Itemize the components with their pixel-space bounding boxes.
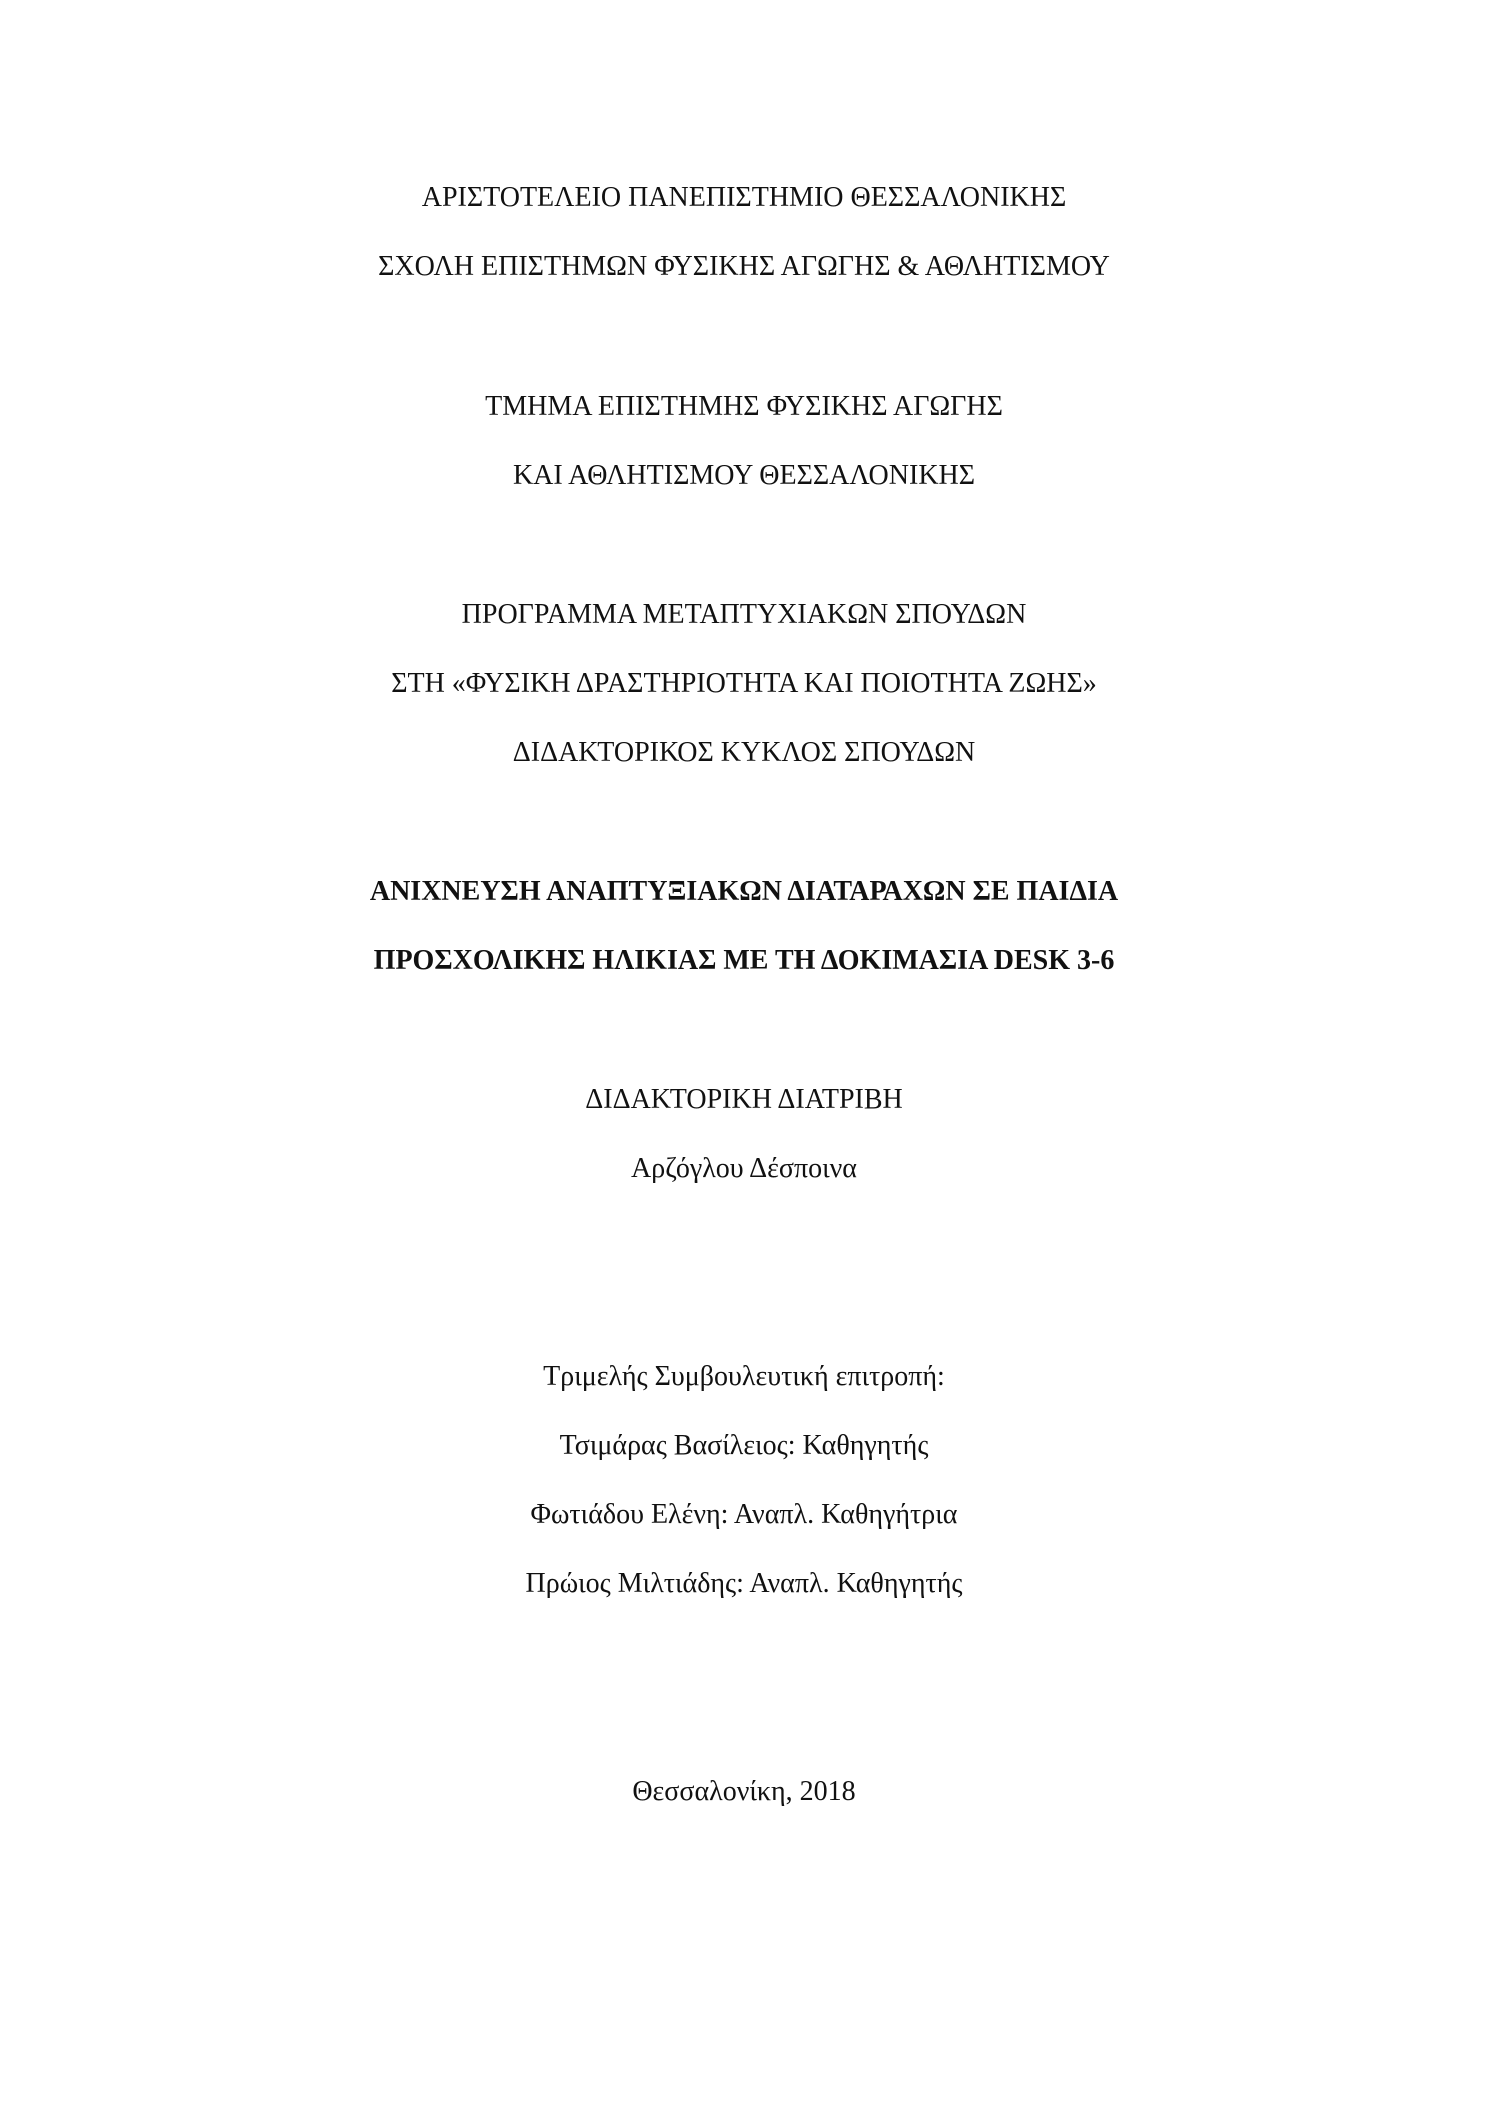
program-line-3: ΔΙΔΑΚΤΟΡΙΚΟΣ ΚΥΚΛΟΣ ΣΠΟΥΔΩΝ: [512, 737, 976, 768]
thesis-title-line-1: ΑΝΙΧΝΕΥΣΗ ΑΝΑΠΤΥΞΙΑΚΩΝ ΔΙΑΤΑΡΑΧΩΝ ΣΕ ΠΑΙΔΙΑ: [369, 876, 1119, 907]
program-line-2: ΣΤΗ «ΦΥΣΙΚΗ ΔΡΑΣΤΗΡΙΟΤΗΤΑ ΚΑΙ ΠΟΙΟΤΗΤΑ ΖΩΗΣ»: [391, 668, 1097, 699]
place-and-year: Θεσσαλονίκη, 2018: [632, 1776, 856, 1807]
committee-member: Πρώιος Μιλτιάδης: Αναπλ. Καθηγητής: [525, 1568, 963, 1599]
school-name: ΣΧΟΛΗ ΕΠΙΣΤΗΜΩΝ ΦΥΣΙΚΗΣ ΑΓΩΓΗΣ & ΑΘΛΗΤΙΣΜΟΥ: [378, 251, 1110, 282]
author-name: Αρζόγλου Δέσποινα: [631, 1153, 857, 1184]
department-line-2: ΚΑΙ ΑΘΛΗΤΙΣΜΟΥ ΘΕΣΣΑΛΟΝΙΚΗΣ: [512, 460, 976, 491]
thesis-title-line-2: ΠΡΟΣΧΟΛΙΚΗΣ ΗΛΙΚΙΑΣ ΜΕ ΤΗ ΔΟΚΙΜΑΣΙΑ DESK 3-6: [373, 945, 1115, 976]
committee-member: Τσιμάρας Βασίλειος: Καθηγητής: [559, 1430, 929, 1461]
university-name: ΑΡΙΣΤΟΤΕΛΕΙΟ ΠΑΝΕΠΙΣΤΗΜΙΟ ΘΕΣΣΑΛΟΝΙΚΗΣ: [421, 182, 1067, 213]
program-line-1: ΠΡΟΓΡΑΜΜΑ ΜΕΤΑΠΤΥΧΙΑΚΩΝ ΣΠΟΥΔΩΝ: [461, 599, 1027, 630]
committee-member: Φωτιάδου Ελένη: Αναπλ. Καθηγήτρια: [530, 1499, 958, 1530]
department-line-1: ΤΜΗΜΑ ΕΠΙΣΤΗΜΗΣ ΦΥΣΙΚΗΣ ΑΓΩΓΗΣ: [485, 391, 1003, 422]
document-type: ΔΙΔΑΚΤΟΡΙΚΗ ΔΙΑΤΡΙΒΗ: [585, 1084, 903, 1115]
committee-heading: Τριμελής Συμβουλευτική επιτροπή:: [543, 1361, 945, 1392]
